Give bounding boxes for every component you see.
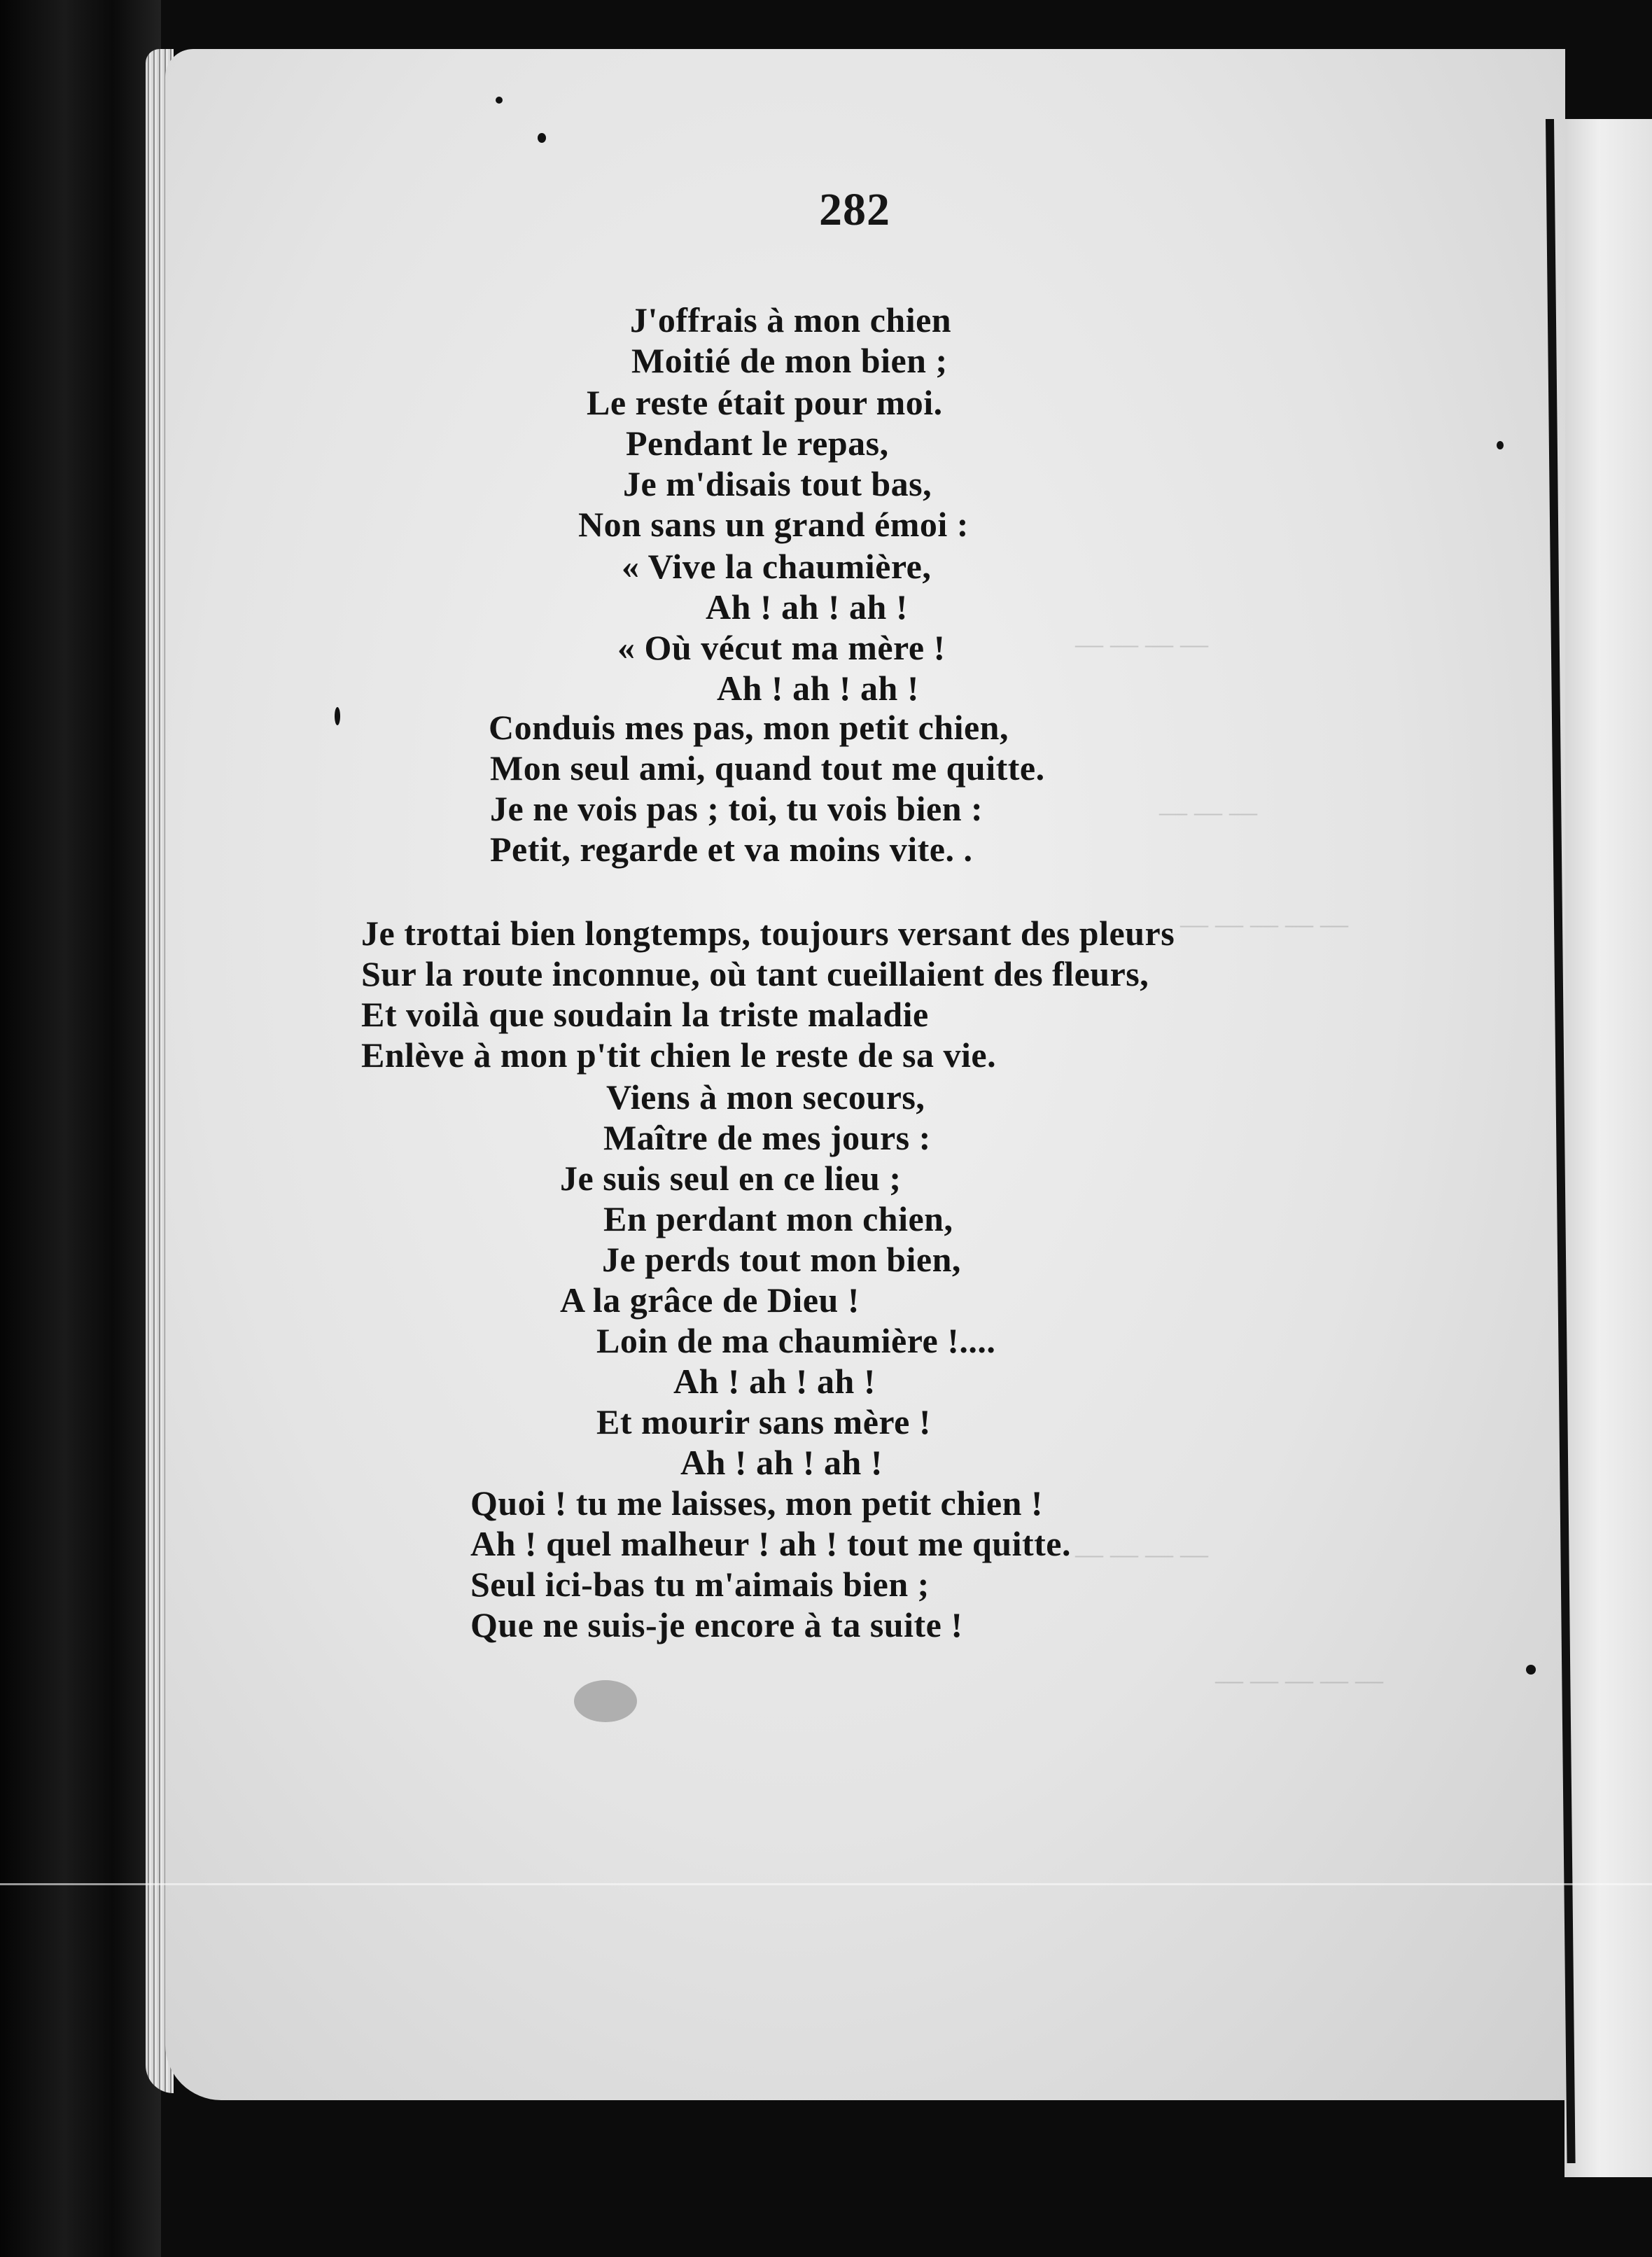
verse-line: Petit, regarde et va moins vite. . xyxy=(490,830,973,869)
verse-line: Ah ! ah ! ah ! xyxy=(673,1362,876,1401)
ink-smudge xyxy=(574,1680,637,1722)
facing-page-edge xyxy=(1564,119,1652,2177)
verse-line: Seul ici-bas tu m'aimais bien ; xyxy=(470,1565,930,1604)
verse-line: Le reste était pour moi. xyxy=(587,383,943,422)
ink-speck xyxy=(1526,1665,1536,1675)
show-through-2: — — — xyxy=(1159,796,1257,827)
page-number: 282 xyxy=(819,184,890,235)
verse-line: Conduis mes pas, mon petit chien, xyxy=(489,708,1009,747)
verse-line: Que ne suis-je encore à ta suite ! xyxy=(470,1605,963,1644)
verse-line: Je trottai bien longtemps, toujours versant des pleurs xyxy=(361,914,1175,953)
verse-line: J'offrais à mon chien xyxy=(630,300,952,340)
show-through-5: — — — — — xyxy=(1215,1664,1383,1696)
verse-line: Je ne vois pas ; toi, tu vois bien : xyxy=(490,789,983,828)
verse-line: Non sans un grand émoi : xyxy=(578,505,969,544)
verse-line: « Où vécut ma mère ! xyxy=(617,628,946,667)
show-through-3: — — — — — xyxy=(1180,908,1348,939)
verse-line: Et mourir sans mère ! xyxy=(596,1402,932,1441)
verse-line: Je m'disais tout bas, xyxy=(623,464,932,503)
ink-speck xyxy=(335,707,340,725)
verse-line: Quoi ! tu me laisses, mon petit chien ! xyxy=(470,1483,1044,1523)
verse-line: Loin de ma chaumière !.... xyxy=(596,1321,996,1360)
show-through-4: — — — — xyxy=(1075,1538,1208,1570)
verse-line: Et voilà que soudain la triste maladie xyxy=(361,995,929,1034)
verse-line: Enlève à mon p'tit chien le reste de sa vie. xyxy=(361,1035,997,1075)
ink-speck xyxy=(496,97,503,104)
scan-artifact-line xyxy=(0,1883,1652,1885)
verse-line: Ah ! quel malheur ! ah ! tout me quitte. xyxy=(470,1524,1071,1563)
verse-line: Mon seul ami, quand tout me quitte. xyxy=(490,748,1045,788)
verse-line: Je suis seul en ce lieu ; xyxy=(560,1159,902,1198)
ink-speck xyxy=(538,133,546,143)
verse-line: Pendant le repas, xyxy=(626,424,889,463)
verse-line: A la grâce de Dieu ! xyxy=(560,1280,860,1320)
verse-line: Ah ! ah ! ah ! xyxy=(706,587,908,627)
verse-line: « Vive la chaumière, xyxy=(622,547,932,586)
verse-line: Ah ! ah ! ah ! xyxy=(680,1443,883,1482)
verse-line: Maître de mes jours : xyxy=(603,1118,931,1157)
verse-line: Moitié de mon bien ; xyxy=(631,341,948,380)
ink-speck xyxy=(1497,441,1504,449)
verse-line: En perdant mon chien, xyxy=(603,1199,953,1238)
verse-line: Ah ! ah ! ah ! xyxy=(717,669,919,708)
verse-line: Sur la route inconnue, où tant cueillaient des fleurs, xyxy=(361,954,1149,993)
verse-line: Je perds tout mon bien, xyxy=(602,1240,961,1279)
scan-border-left xyxy=(0,0,161,2257)
verse-line: Viens à mon secours, xyxy=(606,1077,925,1117)
show-through-1: — — — — xyxy=(1075,628,1208,659)
